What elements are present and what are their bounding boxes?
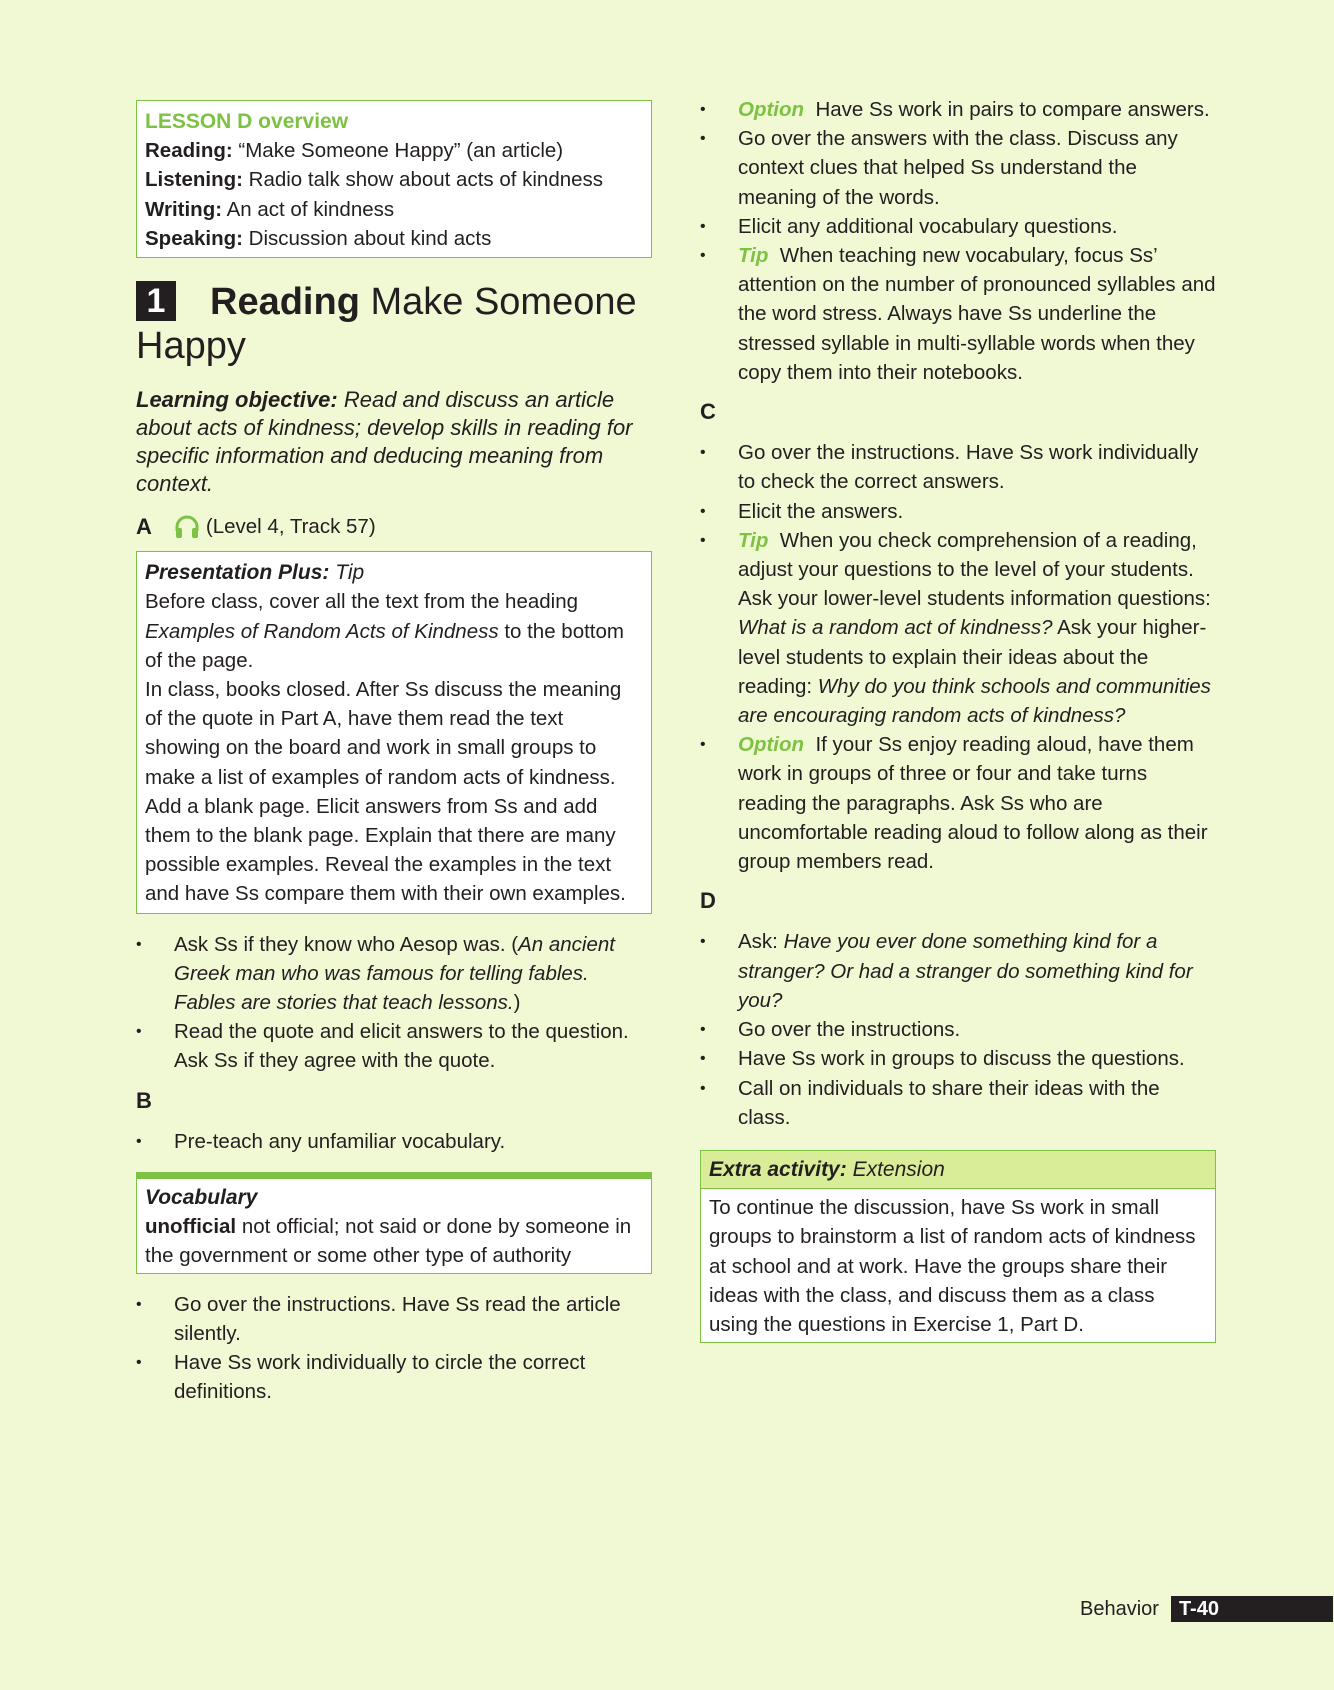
- list-item: • Go over the instructions. Have Ss read the article silently.: [136, 1290, 652, 1348]
- part-d-bullets: [700, 927, 1216, 1131]
- list-item: • Option If your Ss enjoy reading aloud, have them work in groups of three or four and take turns reading the paragraphs. Ask Ss who are uncomfortable reading aloud to follow along as their group members read.: [700, 730, 1216, 876]
- part-c-bullets: [700, 438, 1216, 876]
- part-a-letter: A: [136, 514, 152, 540]
- overview-row-reading: Reading: “Make Someone Happy” (an article): [145, 139, 564, 163]
- vocabulary-title: Vocabulary: [145, 1186, 258, 1210]
- right-column: [700, 95, 1216, 1343]
- overview-row-writing: Writing: An act of kindness: [145, 197, 395, 221]
- vocabulary-box: [136, 1172, 652, 1274]
- vocabulary-entry: unofficial not official; not said or done by someone in the government or some other type of authority: [145, 1215, 632, 1268]
- extra-activity-body: To continue the discussion, have Ss work in small groups to brainstorm a list of random acts of kindness at school and at work. Have the groups share their ideas with the class, and discuss them as a class using the questions in Exercise 1, Part D.: [709, 1196, 1196, 1336]
- list-item: • Have Ss work individually to circle the correct definitions.: [136, 1348, 652, 1406]
- section-subtitle-line2: Happy: [136, 325, 246, 368]
- list-item: • Go over the answers with the class. Discuss any context clues that helped Ss understand the meaning of the words.: [700, 124, 1216, 212]
- headphones-icon[interactable]: [174, 514, 200, 540]
- presentation-plus-p1: Before class, cover all the text from the heading Examples of Random Acts of Kindness to the bottom of the page.: [145, 590, 624, 672]
- list-item: • Elicit any additional vocabulary questions.: [700, 212, 1216, 241]
- presentation-plus-p2: In class, books closed. After Ss discuss the meaning of the quote in Part A, have them read the text showing on the board and work in small groups to make a list of examples of random acts of kindness. Add a blank page. Elicit answers from Ss and add them to the blank page. Explain that there are many possible examples. Reveal the examples in the text and have Ss compare them with their own examples.: [145, 678, 626, 906]
- list-item: • Ask Ss if they know who Aesop was. (An ancient Greek man who was famous for telling fables. Fables are stories that teach lessons.): [136, 930, 652, 1018]
- extra-activity-box: [700, 1150, 1216, 1343]
- list-item: • Elicit the answers.: [700, 497, 1216, 526]
- part-a-bullets: [136, 930, 652, 1076]
- presentation-plus-box: [136, 551, 652, 913]
- list-item: • Have Ss work in groups to discuss the questions.: [700, 1044, 1216, 1073]
- part-a-audio-line: [136, 512, 652, 541]
- extra-activity-title: Extra activity: Extension: [701, 1151, 1215, 1189]
- part-b-letter: B: [136, 1087, 152, 1113]
- list-item: • Call on individuals to share their ideas with the class.: [700, 1074, 1216, 1132]
- list-item: • Go over the instructions. Have Ss work individually to check the correct answers.: [700, 438, 1216, 496]
- list-item: • Tip When you check comprehension of a reading, adjust your questions to the level of your students. Ask your lower-level students information questions: What is a random act of kindness? Ask your higher-level students to explain their ideas about the reading: Why do you think schools and communities are encouraging random acts of kindness?: [700, 526, 1216, 730]
- lesson-overview-box: [136, 100, 652, 258]
- list-item: • Read the quote and elicit answers to the question. Ask Ss if they agree with the quote.: [136, 1017, 652, 1075]
- list-item: • Go over the instructions.: [700, 1015, 1216, 1044]
- part-b-bullets-continued: [700, 95, 1216, 387]
- footer-unit-name: Behavior: [1080, 1598, 1159, 1620]
- list-item: • Option Have Ss work in pairs to compare answers.: [700, 95, 1216, 124]
- section-heading: [136, 280, 652, 368]
- part-b-bullets-2: [136, 1290, 652, 1407]
- list-item: • Tip When teaching new vocabulary, focus Ss’ attention on the number of pronounced syllables and the word stress. Always have Ss underline the stressed syllable in multi-syllable words when they copy them into their notebooks.: [700, 241, 1216, 387]
- overview-row-listening: Listening: Radio talk show about acts of kindness: [145, 168, 604, 192]
- learning-objective: Learning objective: Read and discuss an article about acts of kindness; develop skills in reading for specific information and deducing meaning from context.: [136, 387, 633, 497]
- list-item: • Pre-teach any unfamiliar vocabulary.: [136, 1127, 652, 1156]
- section-title: Reading: [210, 281, 360, 324]
- part-b-bullets-1: [136, 1127, 652, 1156]
- section-subtitle: Make Someone: [370, 281, 637, 324]
- part-d-letter: D: [700, 888, 716, 914]
- footer-page-number: T-40: [1171, 1596, 1333, 1622]
- left-column: [136, 100, 652, 1407]
- audio-track-label: (Level 4, Track 57): [205, 515, 376, 539]
- presentation-plus-title: Presentation Plus: Tip: [145, 561, 365, 585]
- part-c-letter: C: [700, 399, 716, 425]
- list-item: • Ask: Have you ever done something kind for a stranger? Or had a stranger do something kind for you?: [700, 927, 1216, 1015]
- section-number-badge: 1: [136, 281, 176, 321]
- overview-row-speaking: Speaking: Discussion about kind acts: [145, 226, 492, 250]
- page-footer: [1080, 1596, 1333, 1622]
- overview-title: LESSON D overview: [145, 110, 349, 133]
